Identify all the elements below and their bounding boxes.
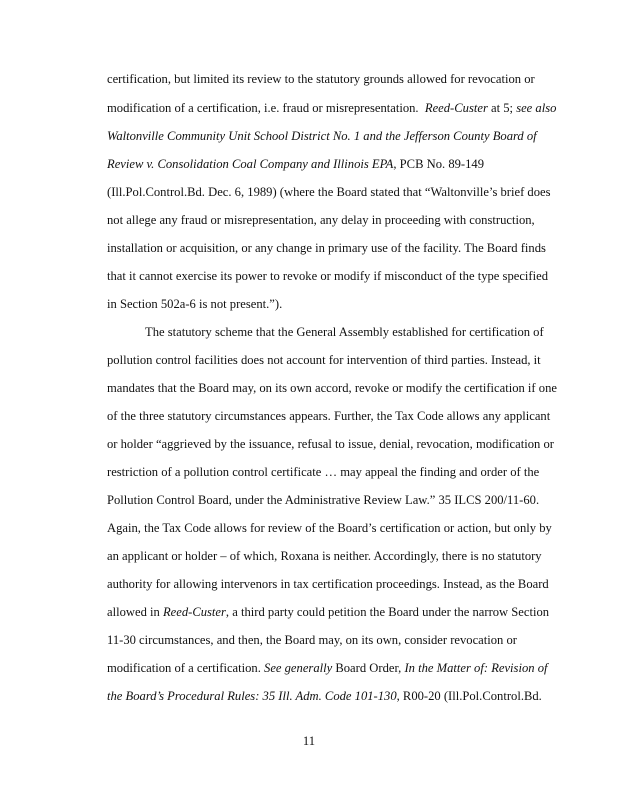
body-text-line: modification of a certification. See generally Board Order, In the Matter of: Revision of (107, 661, 548, 675)
body-text-line: an applicant or holder – of which, Roxana is neither. Accordingly, there is no statutory (107, 549, 542, 563)
body-text-line: modification of a certification, i.e. fraud or misrepresentation. Reed-Custer at 5; see also (107, 101, 557, 115)
body-text-line (107, 125, 547, 147)
body-text-line: 11-30 circumstances, and then, the Board may, on its own, consider revocation or (107, 633, 517, 647)
page-number: 11 (302, 734, 316, 748)
body-text-line: of the three statutory circumstances appears. Further, the Tax Code allows any applicant (107, 409, 551, 423)
order-title: In the Matter of: Revision of (404, 661, 548, 675)
case-citation: Reed-Custer (424, 101, 488, 115)
signal-phrase: See generally (264, 661, 333, 675)
body-text-line: or holder “aggrieved by the issuance, refusal to issue, denial, revocation, modification or (107, 437, 554, 451)
case-citation: Reed-Custer (162, 605, 226, 619)
body-text-line: restriction of a pollution control certificate … may appeal the finding and order of the (107, 465, 540, 479)
body-text-line: that it cannot exercise its power to revoke or modify if misconduct of the type specified (107, 269, 548, 283)
body-text-line: Review v. Consolidation Coal Company and Illinois EPA, PCB No. 89-149 (107, 157, 484, 171)
order-title: the Board’s Procedural Rules: 35 Ill. Adm. Code 101-130 (107, 689, 397, 703)
signal-phrase: see also (516, 101, 557, 115)
body-text-line: (Ill.Pol.Control.Bd. Dec. 6, 1989) (where the Board stated that “Waltonville’s brief does (107, 185, 551, 199)
body-text-line: certification, but limited its review to the statutory grounds allowed for revocation or (107, 72, 535, 86)
body-text-line: the Board’s Procedural Rules: 35 Ill. Adm. Code 101-130, R00-20 (Ill.Pol.Control.Bd. (107, 689, 542, 703)
body-text-line: authority for allowing intervenors in tax certification proceedings. Instead, as the Board (107, 577, 549, 591)
body-text-line: mandates that the Board may, on its own accord, revoke or modify the certification if one (107, 381, 557, 395)
body-text-line: Again, the Tax Code allows for review of the Board’s certification or action, but only by (107, 521, 552, 535)
case-citation: Review v. Consolidation Coal Company and Illinois EPA (107, 157, 394, 171)
body-text-line: in Section 502a-6 is not present.”). (107, 297, 283, 311)
body-text-line: The statutory scheme that the General Assembly established for certification of (145, 325, 544, 339)
body-text-line: allowed in Reed-Custer, a third party could petition the Board under the narrow Section (107, 605, 550, 619)
body-text-line: Pollution Control Board, under the Administrative Review Law.” 35 ILCS 200/11-60. (107, 493, 540, 507)
body-text-line: installation or acquisition, or any change in primary use of the facility. The Board finds (107, 241, 546, 255)
case-citation: Waltonville Community Unit School District No. 1 and the Jefferson County Board of (107, 129, 537, 143)
body-text-line: pollution control facilities does not account for intervention of third parties. Instead, it (107, 353, 541, 367)
body-text-line: not allege any fraud or misrepresentation, any delay in proceeding with construction, (107, 213, 535, 227)
